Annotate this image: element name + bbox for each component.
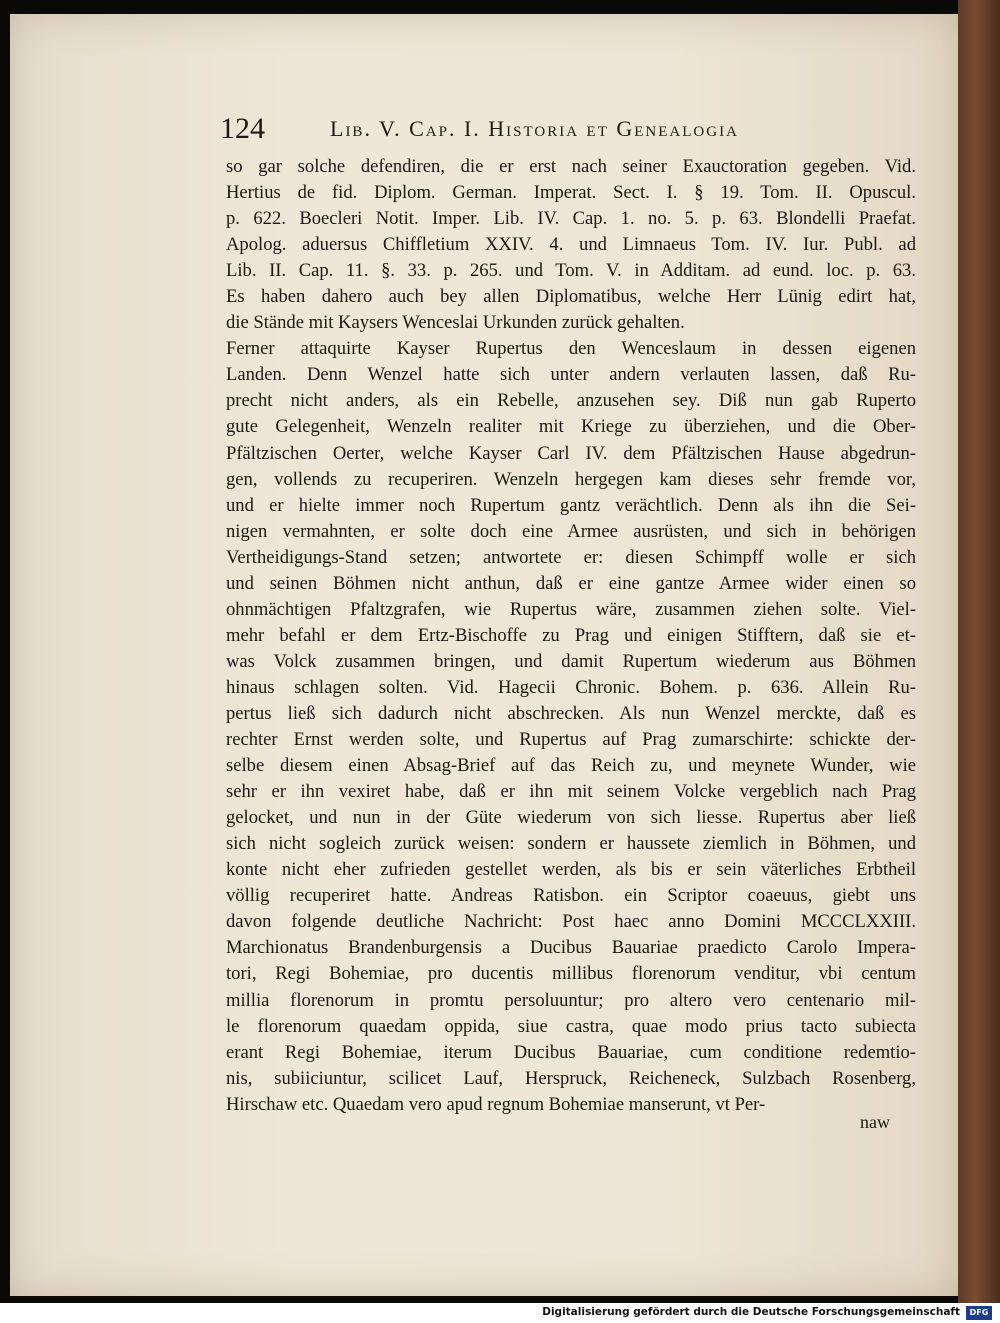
text-line: Lib. II. Cap. 11. §. 33. p. 265. und Tom. V. in Additam. ad eund. loc. p. 63. <box>226 260 916 282</box>
text-line: millia florenorum in promtu persoluuntur; pro altero vero centenario mil- <box>226 989 916 1011</box>
text-line: Vertheidigungs-Stand setzen; antwortete er: diesen Schimpff wolle er sich <box>226 546 916 568</box>
text-line: und er hielte immer noch Rupertum gantz verächtlich. Denn als ihn die Sei- <box>226 494 916 516</box>
text-line: precht nicht anders, als ein Rebelle, anzusehen sey. Diß nun gab Ruperto <box>226 390 916 412</box>
text-line: tori, Regi Bohemiae, pro ducentis millibus florenorum venditur, vbi centum <box>226 963 916 985</box>
text-line: le florenorum quaedam oppida, siue castra, quae modo prius tacto subiecta <box>226 1015 916 1037</box>
text-line: Hirschaw etc. Quaedam vero apud regnum Bohemiae manserunt, vt Per- <box>226 1093 766 1115</box>
text-line: konte nicht eher zufrieden gestellet werden, als bis er sein väterliches Erbtheil <box>226 859 916 881</box>
text-line: Hertius de fid. Diplom. German. Imperat. Sect. I. § 19. Tom. II. Opuscul. <box>226 182 916 204</box>
text-line: selbe diesem einen Absag-Brief auf das Reich zu, und meynete Wunder, wie <box>226 755 916 777</box>
text-line: davon folgende deutliche Nachricht: Post haec anno Domini MCCCLXXIII. <box>226 911 916 933</box>
text-line: völlig recuperiret hatte. Andreas Ratisbon. ein Scriptor coaeuus, giebt uns <box>226 885 916 907</box>
dfg-logo: DFG <box>966 1306 992 1320</box>
body-text <box>226 154 916 1118</box>
text-line: nigen vermahnten, er solte doch eine Armee ausrüsten, und sich in behörigen <box>226 520 916 542</box>
text-line: rechter Ernst werden solte, und Rupertus auf Prag zumarschirte: schickte der- <box>226 729 916 751</box>
text-line: gute Gelegenheit, Wenzeln realiter mit Kriege zu überziehen, und die Ober- <box>226 416 916 438</box>
text-line: erant Regi Bohemiae, iterum Ducibus Bauariae, cum conditione redemtio- <box>226 1041 916 1063</box>
text-line: sich nicht sogleich zurück weisen: sondern er haussete ziemlich in Böhmen, und <box>226 833 916 855</box>
text-line: die Stände mit Kaysers Wenceslai Urkunden zurück gehalten. <box>226 312 685 334</box>
text-line: Es haben dahero auch bey allen Diplomatibus, welche Herr Lünig edirt hat, <box>226 286 916 308</box>
footer-credit: Digitalisierung gefördert durch die Deutsche Forschungsgemeinschaft <box>542 1306 960 1318</box>
text-line: gelocket, und nun in der Güte wiederum von sich liesse. Rupertus aber ließ <box>226 807 916 829</box>
text-line: Pfältzischen Oerter, welche Kayser Carl IV. dem Pfältzischen Hause abgedrun- <box>226 442 916 464</box>
book-cover-edge <box>958 0 1000 1303</box>
text-line: und seinen Böhmen nicht anthun, daß er eine gantze Armee wider einen so <box>226 572 916 594</box>
running-head <box>220 112 910 146</box>
text-line: so gar solche defendiren, die er erst nach seiner Exauctoration gegeben. Vid. <box>226 156 916 177</box>
text-line: p. 622. Boecleri Notit. Imper. Lib. IV. Cap. 1. no. 5. p. 63. Blondelli Praefat. <box>226 208 916 230</box>
text-line: Marchionatus Brandenburgensis a Ducibus Bauariae praedicto Carolo Impera- <box>226 937 916 959</box>
text-line: nis, subiiciuntur, scilicet Lauf, Herspruck, Reicheneck, Sulzbach Rosenberg, <box>226 1067 916 1089</box>
text-line: was Volck zusammen bringen, und damit Rupertum wiederum aus Böhmen <box>226 650 916 672</box>
page-header-title: Lib. V. Cap. I. Historia et Genealogia <box>330 116 739 141</box>
catchword: naw <box>860 1112 890 1132</box>
text-line: Apolog. aduersus Chiffletium XXIV. 4. und Limnaeus Tom. IV. Iur. Publ. ad <box>226 234 916 256</box>
text-line: ohnmächtigen Pfaltzgrafen, wie Rupertus wäre, zusammen ziehen solte. Viel- <box>226 598 916 620</box>
text-line: sehr er ihn vexiret habe, daß er ihn mit seinem Volcke vergeblich nach Prag <box>226 781 916 803</box>
text-line: Ferner attaquirte Kayser Rupertus den Wenceslaum in dessen eigenen <box>226 338 916 360</box>
text-line: Landen. Denn Wenzel hatte sich unter andern verlauten lassen, daß Ru- <box>226 364 916 386</box>
footer-bar <box>0 1303 1000 1323</box>
text-line: mehr befahl er dem Ertz-Bischoffe zu Prag und einigen Stifftern, daß sie et- <box>226 624 916 646</box>
text-line: hinaus schlagen solten. Vid. Hagecii Chronic. Bohem. p. 636. Allein Ru- <box>226 676 916 698</box>
text-line: pertus ließ sich dadurch nicht abschrecken. Als nun Wenzel merckte, daß es <box>226 702 916 724</box>
page-number: 124 <box>220 112 265 145</box>
text-line: gen, vollends zu recuperiren. Wenzeln hergegen kam dieses sehr fremde vor, <box>226 468 916 490</box>
